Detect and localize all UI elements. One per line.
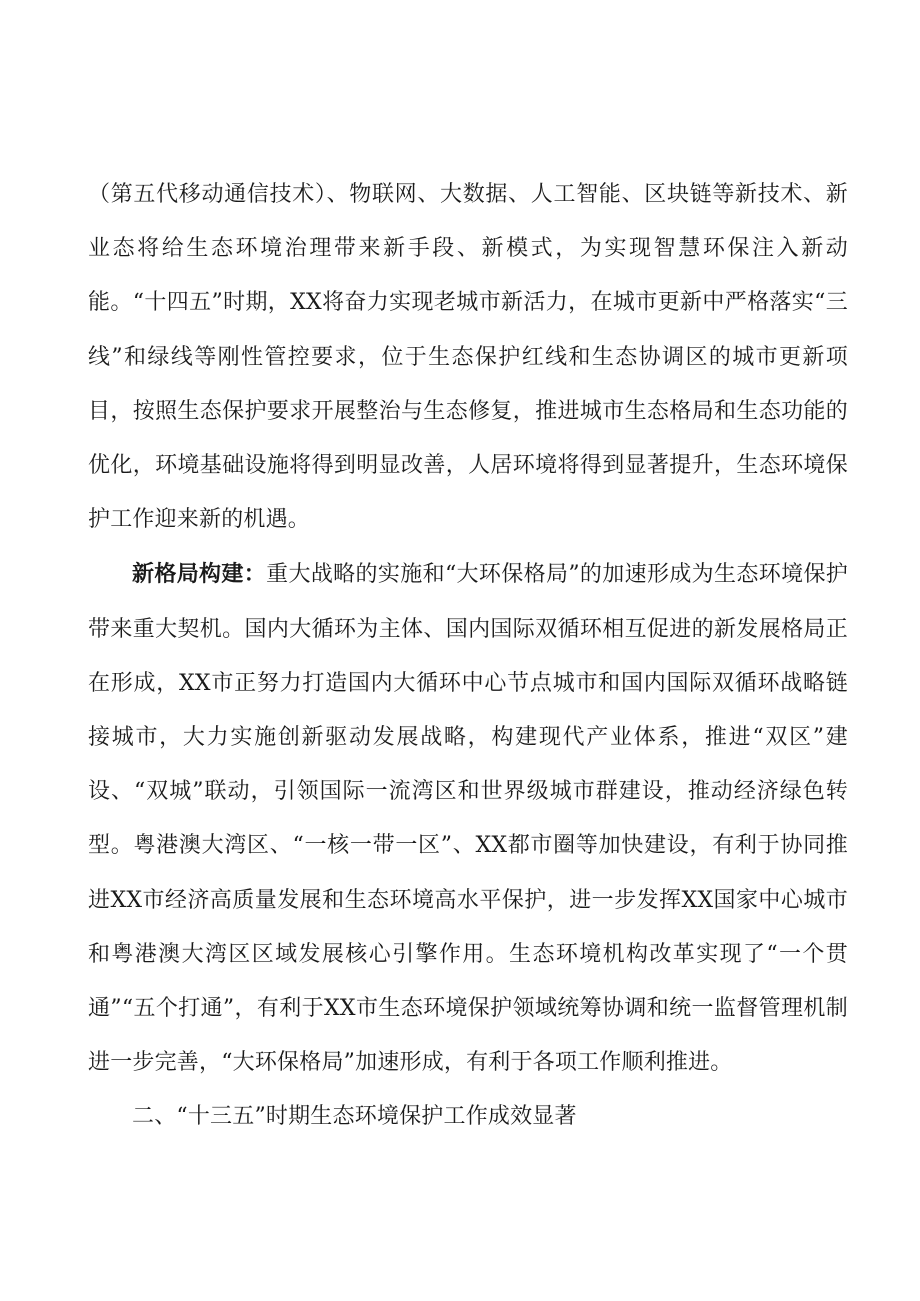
section-heading: 二、“十三五”时期生态环境保护工作成效显著 (132, 1104, 577, 1130)
paragraph-text: 重大战略的实施和“大环保格局”的加速形成为生态环境保护带来重大契机。国内大循环为主体、国内国际双循环相互促进的新发展格局正在形成，XX市正努力打造国内大循环中心节点城市和国内国际双循环战略链接城市，大力实施创新驱动发展战略，构建现代产业体系，推进“双区”建设、“双城”联动，引领国际一流湾区和世界级城市群建设，推动经济绿色转型。粤港澳大湾区、“一核一带一区”、XX都市圈等加快建设，有利于协同推进XX市经济高质量发展和生态环境高水平保护，进一步发挥XX国家中心城市和粤港澳大湾区区域发展核心引擎作用。生态环境机构改革实现了“一个贯通”“五个打通”，有利于XX市生态环境保护领域统筹协调和统一监督管理机制进一步完善，“大环保格局”加速形成，有利于各项工作顺利推进。 (88, 562, 848, 1076)
document-page (88, 168, 848, 1145)
paragraph-text: （第五代移动通信技术）、物联网、大数据、人工智能、区块链等新技术、新业态将给生态环境治理带来新手段、新模式，为实现智慧环保注入新动能。“十四五”时期，XX将奋力实现老城市新活力，在城市更新中严格落实“三线”和绿线等刚性管控要求，位于生态保护红线和生态协调区的城市更新项目，按照生态保护要求开展整治与生态修复，推进城市生态格局和生态功能的优化，环境基础设施将得到明显改善，人居环境将得到显著提升，生态环境保护工作迎来新的机遇。 (88, 182, 848, 533)
paragraph-lead: 新格局构建： (132, 561, 267, 588)
paragraph-new-pattern (88, 547, 848, 1090)
paragraph-technology-opportunity (88, 168, 848, 547)
